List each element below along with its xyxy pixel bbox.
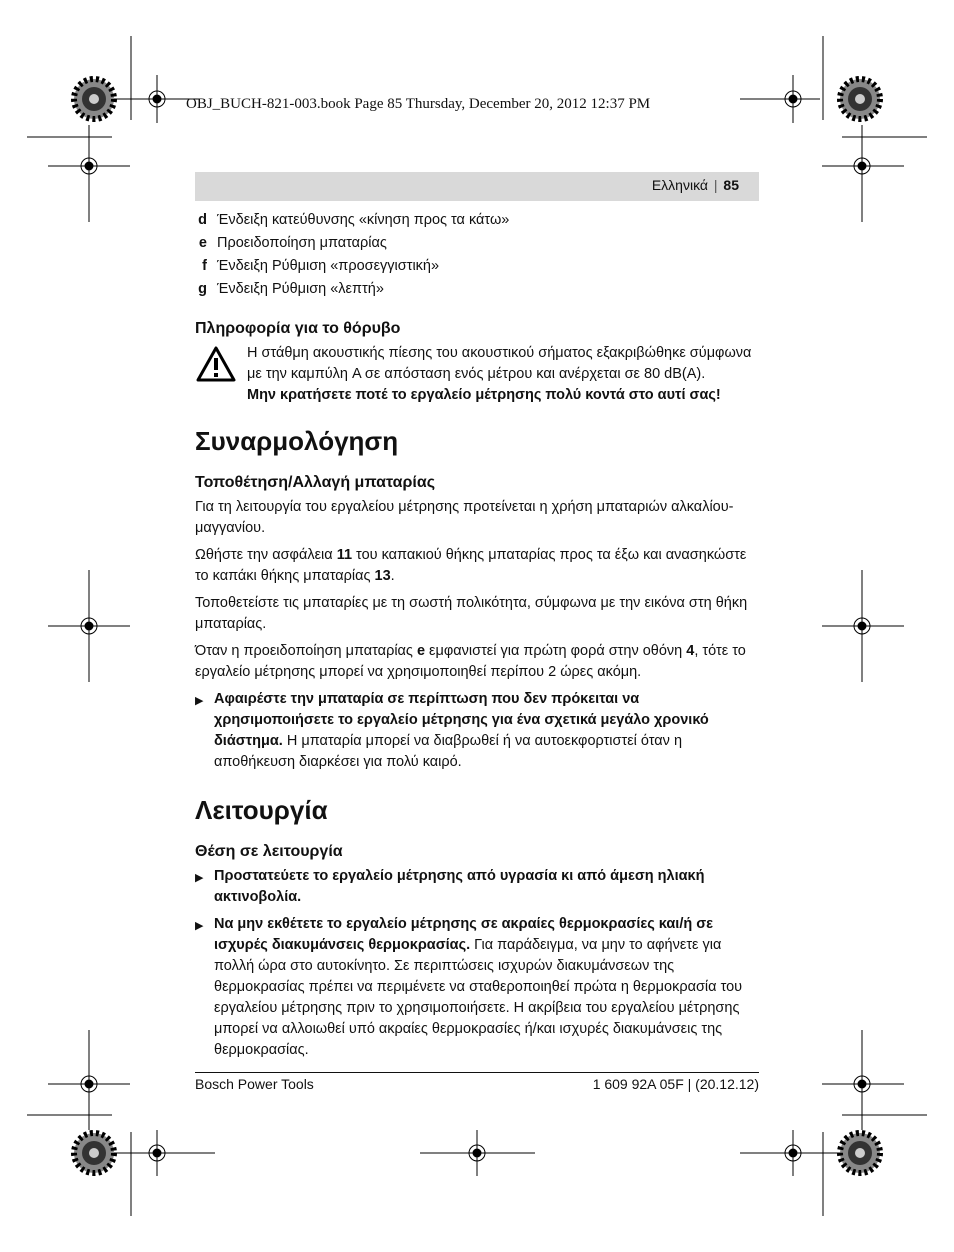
triangle-right-icon: ▶ bbox=[195, 695, 204, 707]
noise-warning-block bbox=[195, 343, 759, 406]
footer-brand: Bosch Power Tools bbox=[195, 1076, 314, 1092]
operation-bullet-1: ▶ Προστατεύετε το εργαλείο μέτρησης από υγρασία κι από άμεση ηλιακή ακτινοβολία. bbox=[195, 866, 759, 908]
operation-bullet-2: ▶ Να μην εκθέτετε το εργαλείο μέτρησης σε ακραίες θερμοκρασίες και/ή σε ισχυρές διακυμάνσεις θερμοκρασίας. Για παράδειγμα, να μην το αφήνετε για πολλή ώρα στο αυτοκίνητο. Σε περιπτώσεις ισχυρών διακυμάνσεων της θερμοκρασίας πρέπει να περιμένετε να σταθεροποιηθεί πρώτα η θερμοκρασία του εργαλείου μέτρησης πριν το χρησιμοποιήσετε. Η ακρίβεια του εργαλείου μέτρησης μπορεί να αλλοιωθεί υπό ακραίες θερμοκρασίες ή/και ισχυρές διακυμάνσεις της θερμοκρασίας. bbox=[195, 914, 759, 1061]
legend-key: f bbox=[202, 258, 207, 274]
header-separator: | bbox=[713, 177, 718, 193]
noise-heading: Πληροφορία για το θόρυβο bbox=[195, 320, 401, 337]
crosshair-bottom-center bbox=[420, 1130, 535, 1176]
legend-text: Ένδειξη Ρύθμιση «λεπτή» bbox=[217, 281, 384, 297]
page-header-band bbox=[195, 172, 759, 201]
crosshair-left-upper bbox=[48, 125, 130, 222]
assembly-heading: Συναρμολόγηση bbox=[195, 426, 399, 456]
crosshair-top-right bbox=[740, 75, 820, 123]
crosshair-right-mid bbox=[822, 570, 904, 682]
crosshair-right-upper bbox=[822, 125, 904, 222]
battery-paragraph-2: Ωθήστε την ασφάλεια 11 του καπακιού θήκης μπαταρίας προς τα έξω και ανασηκώστε το καπάκι θήκης μπαταρίας 13. bbox=[195, 547, 747, 584]
legend-item bbox=[195, 233, 759, 254]
triangle-right-icon: ▶ bbox=[195, 872, 204, 884]
legend-text: Προειδοποίηση μπαταρίας bbox=[217, 235, 387, 251]
crosshair-left-mid bbox=[48, 570, 130, 682]
triangle-right-icon: ▶ bbox=[195, 920, 204, 932]
legend-text: Ένδειξη κατεύθυνσης «κίνηση προς τα κάτω» bbox=[217, 212, 510, 228]
battery-paragraph-3: Τοποθετείστε τις μπαταρίες με τη σωστή πολικότητα, σύμφωνα με την εικόνα στη θήκη μπαταρίας. bbox=[195, 595, 748, 632]
star-target-top-left bbox=[74, 79, 114, 119]
battery-paragraph-1: Για τη λειτουργία του εργαλείου μέτρησης προτείνεται η χρήση μπαταριών αλκαλίου-μαγγανίου. bbox=[195, 499, 734, 536]
print-header: OBJ_BUCH-821-003.book Page 85 Thursday, December 20, 2012 12:37 PM bbox=[186, 96, 651, 112]
legend-key: e bbox=[198, 235, 207, 251]
star-target-bottom-left bbox=[74, 1133, 114, 1173]
footer-doc-number: 1 609 92A 05F | (20.12.12) bbox=[592, 1076, 759, 1092]
header-language: Ελληνικά bbox=[651, 177, 708, 193]
noise-text-block bbox=[247, 343, 759, 406]
footer-divider bbox=[195, 1072, 759, 1073]
star-target-top-right bbox=[840, 79, 880, 119]
legend-text: Ένδειξη Ρύθμιση «προσεγγιστική» bbox=[217, 258, 440, 274]
warning-triangle-icon bbox=[195, 343, 247, 406]
operation-heading: Λειτουργία bbox=[195, 795, 328, 825]
legend-item bbox=[195, 256, 759, 277]
battery-subheading: Τοποθέτηση/Αλλαγή μπαταρίας bbox=[195, 474, 436, 491]
legend-key: g bbox=[198, 281, 207, 297]
legend-item bbox=[195, 279, 759, 300]
legend-list bbox=[195, 210, 759, 300]
startup-subheading: Θέση σε λειτουργία bbox=[195, 843, 343, 860]
legend-key: d bbox=[198, 212, 207, 228]
crosshair-bottom-left bbox=[110, 1130, 215, 1176]
page-content bbox=[195, 210, 759, 1067]
battery-paragraph-4: Όταν η προειδοποίηση μπαταρίας e εμφανιστεί για πρώτη φορά στην οθόνη 4, τότε το εργαλείο μέτρησης μπορεί να χρησιμοποιηθεί περίπου 2 ώρες ακόμη. bbox=[195, 643, 746, 680]
crosshair-bottom-right bbox=[740, 1130, 840, 1176]
page-header bbox=[652, 177, 739, 193]
header-page-number: 85 bbox=[723, 177, 739, 193]
star-target-bottom-right bbox=[840, 1133, 880, 1173]
legend-item bbox=[195, 210, 759, 231]
noise-warning: Μην κρατήσετε ποτέ το εργαλείο μέτρησης πολύ κοντά στο αυτί σας! bbox=[247, 387, 721, 403]
battery-bullet: ▶ Αφαιρέστε την μπαταρία σε περίπτωση που δεν πρόκειται να χρησιμοποιήσετε το εργαλείο μέτρησης για ένα σχετικά μεγάλο χρονικό διάστημα. Η μπαταρία μπορεί να διαβρωθεί ή να αυτοεκφορτιστεί όταν η αποθήκευση διαρκέσει για πολύ καιρό. bbox=[195, 689, 759, 773]
noise-text: Η στάθμη ακουστικής πίεσης του ακουστικού σήματος εξακριβώθηκε σύμφωνα με την καμπύλη A σε απόσταση ενός μέτρου και ανέρχεται σε 80 dB(A). bbox=[247, 345, 752, 382]
